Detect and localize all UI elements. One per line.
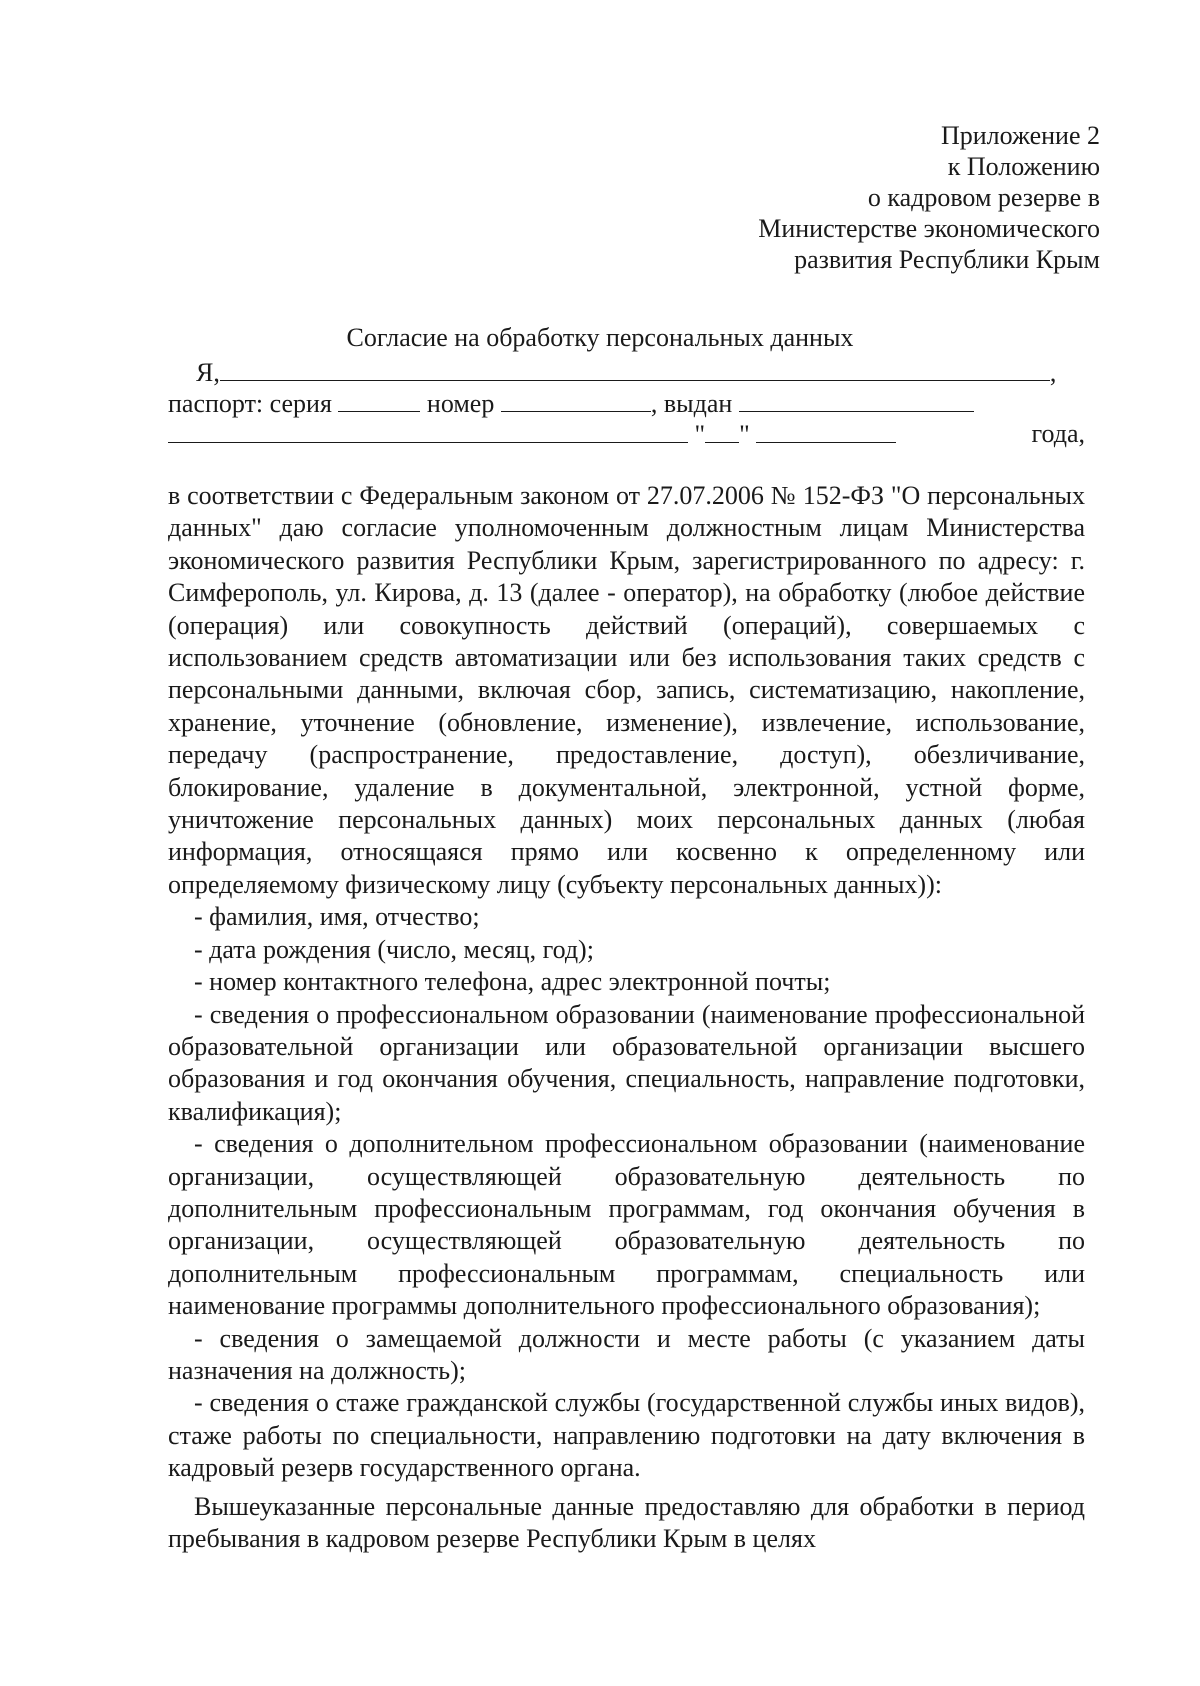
closing-paragraph: Вышеуказанные персональные данные предоставляю для обработки в период пребывания в кадровом резерве Республики Крым в целях [168, 1491, 1085, 1553]
data-item-birth-date: - дата рождения (число, месяц, год); [194, 934, 594, 964]
passport-series-label: паспорт: серия [168, 389, 332, 418]
name-row [168, 356, 1085, 388]
passport-number-field[interactable] [501, 387, 651, 412]
issued-by-field[interactable] [739, 387, 974, 412]
data-item-contacts: - номер контактного телефона, адрес электронной почты; [194, 967, 831, 997]
annex-line-3: о кадровом резерве в [867, 183, 1100, 212]
issue-date-row [168, 418, 1085, 450]
ya-label: Я, [196, 358, 220, 387]
annex-line-4: Министерстве экономического [758, 214, 1100, 243]
data-item-education: - сведения о профессиональном образовании (наименование профессиональной образовательной организации или образовательной организации высшего образования и год окончания обучения, специальность, направление подготовки, квалификация); [168, 999, 1085, 1126]
data-item-service-length: - сведения о стаже гражданской службы (государственной службы иных видов), стаже работы по специальности, направлению подготовки на дату включения в кадровый резерв государственного органа. [168, 1388, 1085, 1483]
issued-by-field-continued[interactable] [168, 418, 688, 443]
issue-day-field[interactable] [705, 418, 739, 443]
year-label: года, [1031, 419, 1085, 448]
day-quote-close: " [739, 420, 750, 449]
annex-line-5: развития Республики Крым [794, 245, 1100, 274]
passport-number-label: номер [426, 389, 495, 418]
consent-body [168, 480, 1085, 1555]
data-item-additional-education: - сведения о дополнительном профессиональном образовании (наименование организации, осуществляющей образовательную деятельность по дополнительным профессиональным программам, год окончания обучения в организации, осуществляющей образовательную деятельность по дополнительным профессиональным программам, специальность или наименование программы дополнительного профессионального образования); [168, 1129, 1085, 1321]
annex-line-2: к Положению [947, 152, 1100, 181]
data-item-position: - сведения о замещаемой должности и месте работы (с указанием даты назначения на должность); [168, 1323, 1085, 1385]
full-name-field[interactable] [220, 356, 1050, 381]
annex-line-1: Приложение 2 [940, 121, 1100, 150]
issued-label: , выдан [650, 389, 733, 418]
passport-row [168, 387, 1085, 419]
data-item-full-name: - фамилия, имя, отчество; [194, 902, 480, 932]
document-title: Согласие на обработку персональных данных [346, 323, 854, 352]
issue-month-field[interactable] [756, 418, 896, 443]
name-comma: , [1049, 358, 1057, 387]
annex-block [758, 120, 1100, 275]
day-quote-open: " [694, 420, 706, 449]
passport-series-field[interactable] [338, 387, 420, 412]
consent-intro-paragraph: в соответствии с Федеральным законом от 27.07.2006 № 152-ФЗ "О персональных данных" даю согласие уполномоченным должностным лицам Министерства экономического развития Республики Крым, зарегистрированного по адресу: г. Симферополь, ул. Кирова, д. 13 (далее - оператор), на обработку (любое действие (операция) или совокупность действий (операций), совершаемых с использованием средств автоматизации или без использования таких средств с персональными данными, включая сбор, запись, систематизацию, накопление, хранение, уточнение (обновление, изменение), извлечение, использование, передачу (распространение, предоставление, доступ), обезличивание, блокирование, удаление в документальной, электронной, устной форме, уничтожение персональных данных) моих персональных данных (любая информация, относящаяся прямо или косвенно к определенному или определяемому физическому лицу (субъекту персональных данных)): [168, 481, 1085, 899]
